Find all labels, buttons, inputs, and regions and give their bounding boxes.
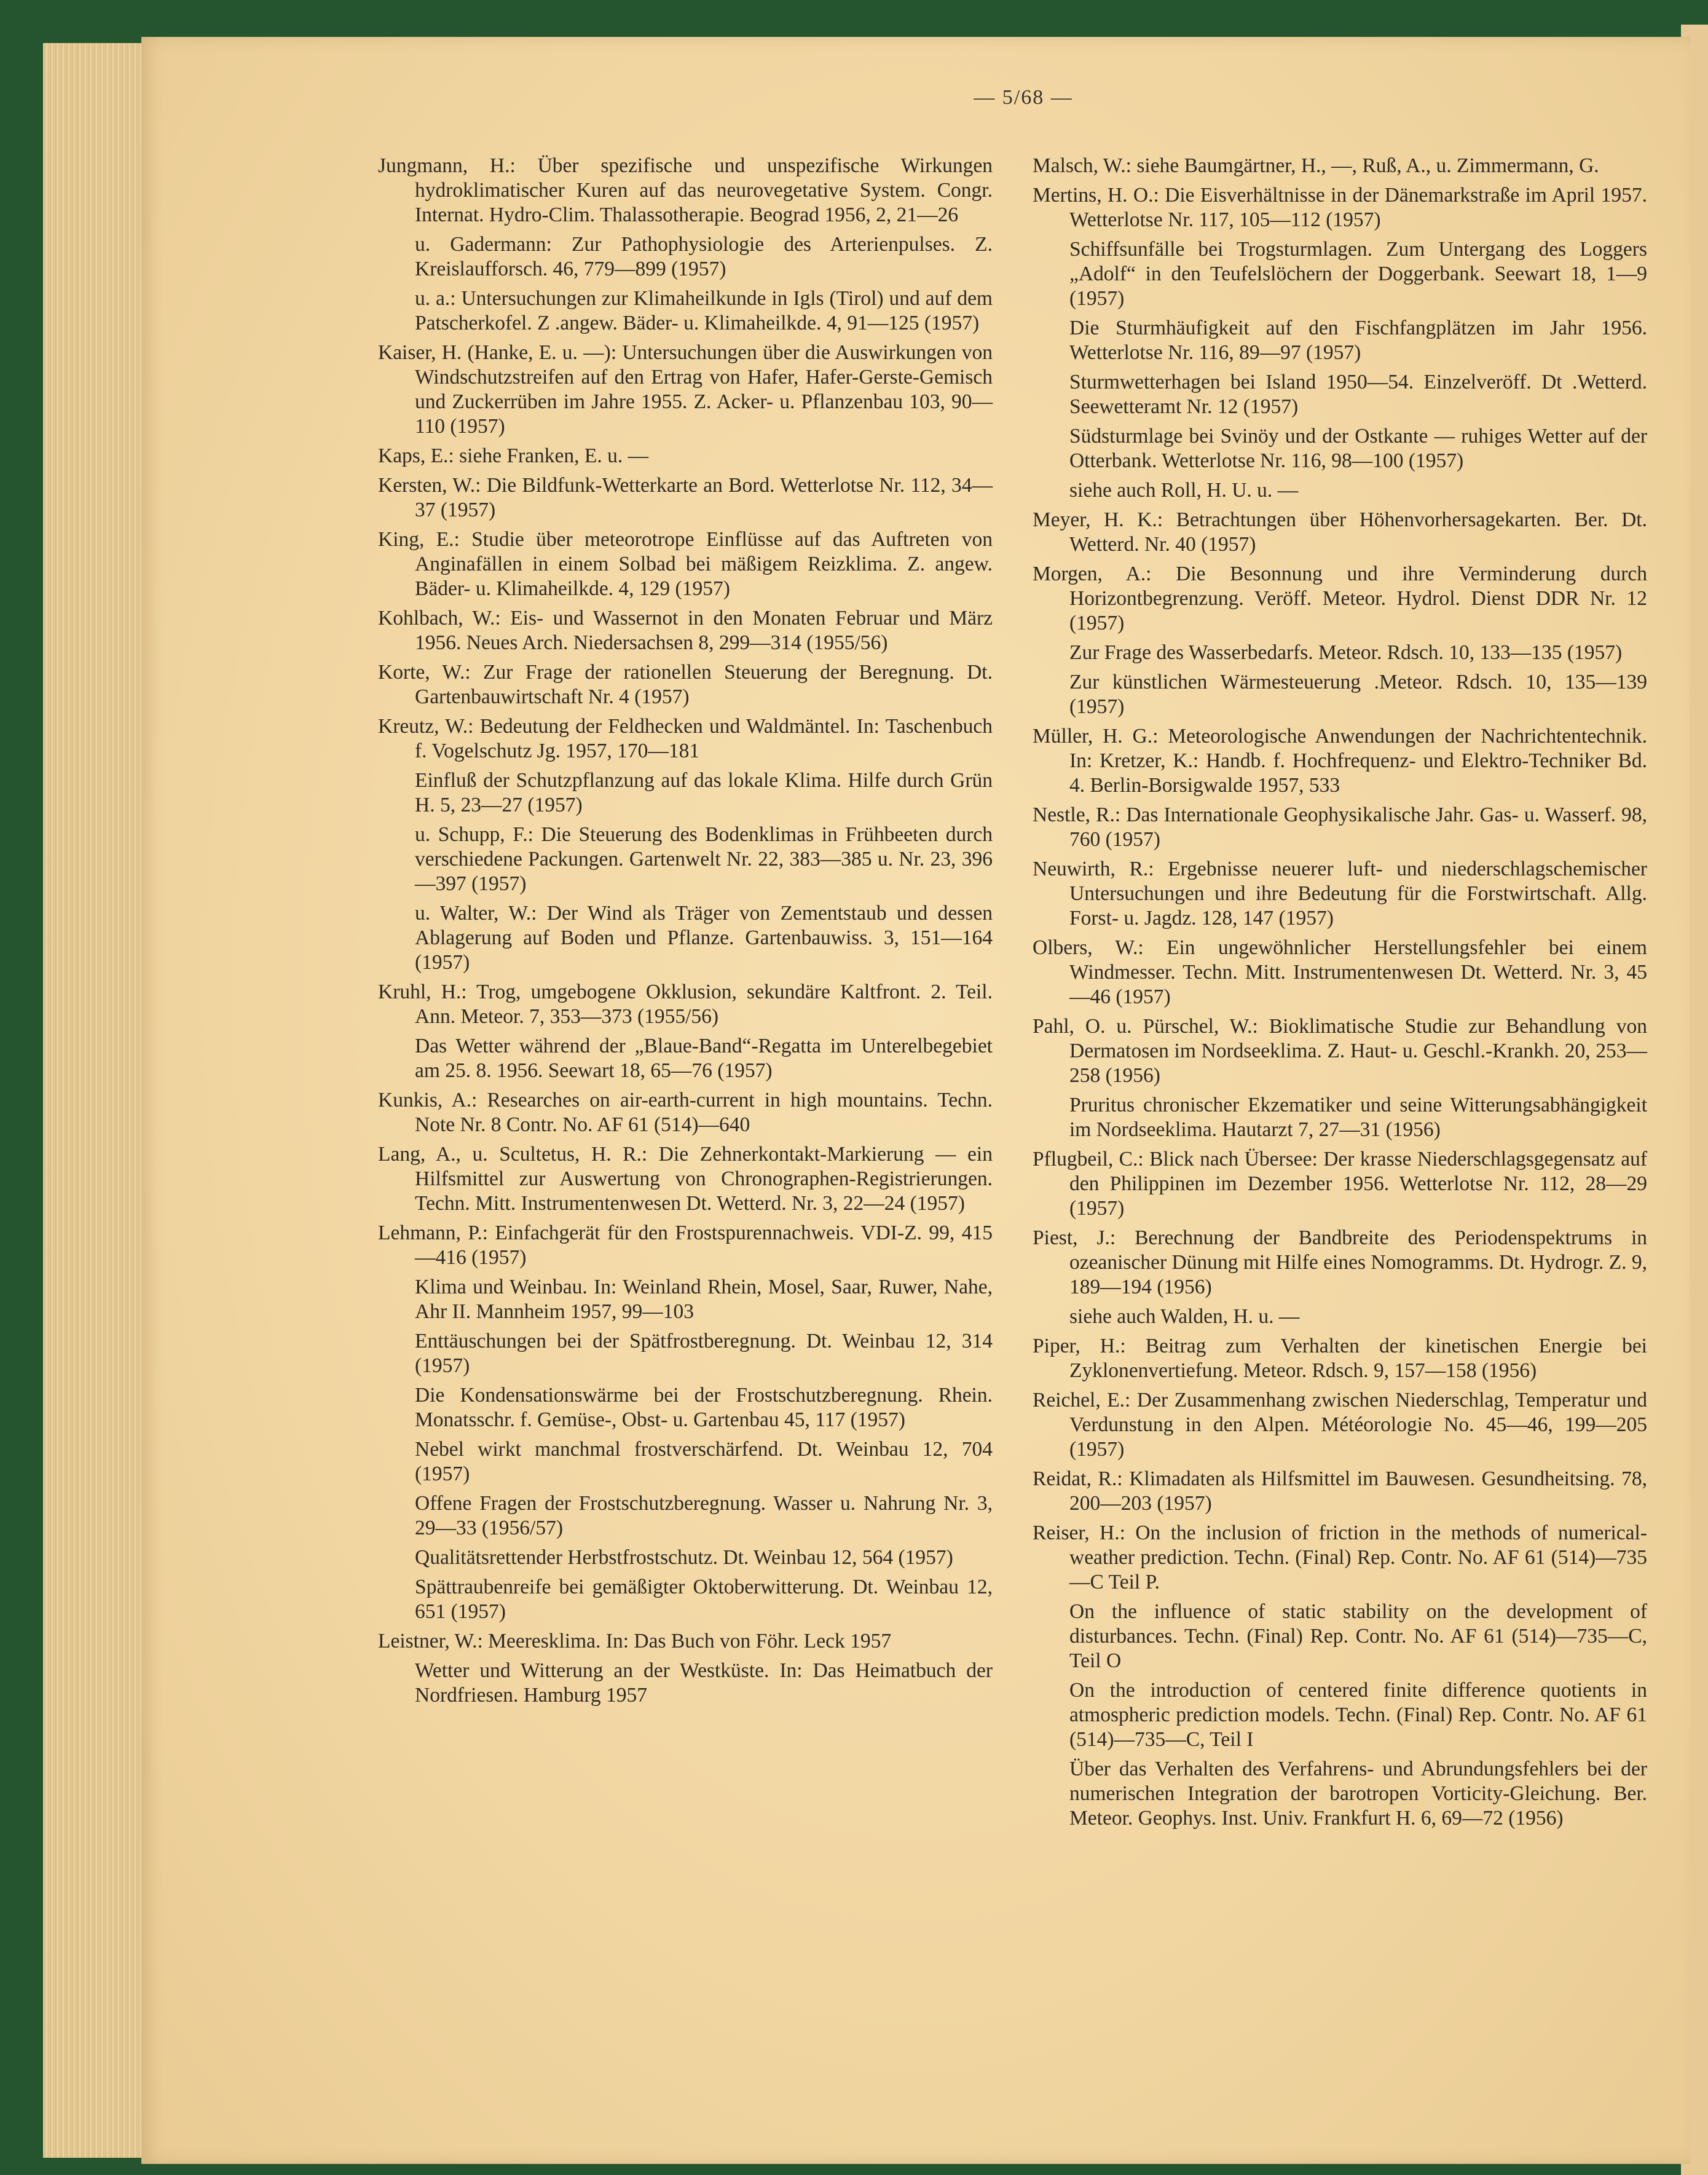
bibliography-entry: Kaps, E.: siehe Franken, E. u. —: [378, 444, 649, 467]
bibliography-entry: Reichel, E.: Der Zusammenhang zwischen Niederschlag, Temperatur und Verdunstung in den Alpen. Météorologie No. 45—46, 199—205 (1957): [1033, 1389, 1647, 1461]
bibliography-entry: Reidat, R.: Klimadaten als Hilfsmittel im Bauwesen. Gesundheitsing. 78, 200—203 (1957): [1033, 1467, 1647, 1515]
right-column: [1033, 154, 1647, 1836]
bibliography-entry: Neuwirth, R.: Ergebnisse neuerer luft- und niederschlagschemischer Untersuchungen und ihre Bedeutung für die Forstwirtschaft. Allg. Forst- u. Jagdz. 128, 147 (1957): [1033, 858, 1647, 930]
bibliography-subentry: Offene Fragen der Frostschutzberegnung. Wasser u. Nahrung Nr. 3, 29—33 (1956/57): [415, 1492, 993, 1539]
bibliography-subentry: Enttäuschungen bei der Spätfrostberegnung. Dt. Weinbau 12, 314 (1957): [415, 1330, 993, 1377]
bibliography-subentry: u. Gadermann: Zur Pathophysiologie des Arterienpulses. Z. Kreislaufforsch. 46, 779—899 (1957): [415, 233, 993, 280]
bibliography-subentry: Die Kondensationswärme bei der Frostschutzberegnung. Rhein. Monatsschr. f. Gemüse-, Obst- u. Gartenbau 45, 117 (1957): [415, 1384, 993, 1431]
bibliography-subentry: Die Sturmhäufigkeit auf den Fischfangplätzen im Jahr 1956. Wetterlotse Nr. 116, 89—97 (1957): [1069, 317, 1647, 364]
bibliography-subentry: Spättraubenreife bei gemäßigter Oktoberwitterung. Dt. Weinbau 12, 651 (1957): [415, 1576, 993, 1623]
bibliography-subentry: u. a.: Untersuchungen zur Klimaheilkunde in Igls (Tirol) und auf dem Patscherkofel. Z .angew. Bäder- u. Klimaheilkde. 4, 91—125 (1957): [415, 287, 993, 334]
bibliography-entry: Malsch, W.: siehe Baumgärtner, H., —, Ruß, A., u. Zimmermann, G.: [1033, 154, 1599, 177]
bibliography-subentry: Wetter und Witterung an der Westküste. In: Das Heimatbuch der Nordfriesen. Hamburg 1957: [415, 1659, 993, 1707]
bibliography-subentry: siehe auch Walden, H. u. —: [1069, 1305, 1300, 1328]
bibliography-entry: Korte, W.: Zur Frage der rationellen Steuerung der Beregnung. Dt. Gartenbauwirtschaft Nr. 4 (1957): [378, 661, 993, 708]
bibliography-entry: Piest, J.: Berechnung der Bandbreite des Periodenspektrums in ozeanischer Dünung mit Hilfe eines Nomogramms. Dt. Hydrogr. Z. 9, 189—194 (1956): [1033, 1226, 1647, 1298]
bibliography-entry: Müller, H. G.: Meteorologische Anwendungen der Nachrichtentechnik. In: Kretzer, K.: Handb. f. Hochfrequenz- und Elektro-Techniker Bd. 4. Berlin-Borsigwalde 1957, 533: [1033, 725, 1647, 797]
bibliography-entry: Kersten, W.: Die Bildfunk-Wetterkarte an Bord. Wetterlotse Nr. 112, 34—37 (1957): [378, 474, 993, 521]
bibliography-subentry: Zur künstlichen Wärmesteuerung .Meteor. Rdsch. 10, 135—139 (1957): [1069, 671, 1647, 718]
bibliography-entry: Leistner, W.: Meeresklima. In: Das Buch von Föhr. Leck 1957: [378, 1630, 892, 1652]
bibliography-entry: Meyer, H. K.: Betrachtungen über Höhenvorhersagekarten. Ber. Dt. Wetterd. Nr. 40 (1957): [1033, 508, 1647, 556]
bibliography-entry: Piper, H.: Beitrag zum Verhalten der kinetischen Energie bei Zyklonenvertiefung. Meteor. Rdsch. 9, 157—158 (1956): [1033, 1335, 1647, 1382]
bibliography-entry: Kunkis, A.: Researches on air-earth-current in high mountains. Techn. Note Nr. 8 Contr. No. AF 61 (514)—640: [378, 1089, 993, 1136]
bibliography-entry: Pahl, O. u. Pürschel, W.: Bioklimatische Studie zur Behandlung von Dermatosen im Nordseeklima. Z. Haut- u. Geschl.-Krankh. 20, 253—258 (1956): [1033, 1015, 1647, 1087]
bibliography-entry: Pflugbeil, C.: Blick nach Übersee: Der krasse Niederschlagsgegensatz auf den Philippinen im Dezember 1956. Wetterlotse Nr. 112, 28—29 (1957): [1033, 1148, 1647, 1220]
bibliography-subentry: u. Schupp, F.: Die Steuerung des Bodenklimas in Frühbeeten durch verschiedene Packungen. Gartenwelt Nr. 22, 383—385 u. Nr. 23, 396—397 (1957): [415, 823, 993, 895]
bibliography-entry: Kohlbach, W.: Eis- und Wassernot in den Monaten Februar und März 1956. Neues Arch. Niedersachsen 8, 299—314 (1955/56): [378, 607, 993, 654]
bibliography-subentry: On the introduction of centered finite difference quotients in atmospheric prediction models. Techn. (Final) Rep. Contr. No. AF 61 (514)—735—C, Teil I: [1069, 1679, 1647, 1751]
bibliography-entry: Kruhl, H.: Trog, umgebogene Okklusion, sekundäre Kaltfront. 2. Teil. Ann. Meteor. 7, 353—373 (1955/56): [378, 981, 993, 1028]
bibliography-subentry: Südsturmlage bei Svinöy und der Ostkante — ruhiges Wetter auf der Otterbank. Wetterlotse Nr. 116, 98—100 (1957): [1069, 425, 1647, 472]
bibliography-entry: King, E.: Studie über meteorotrope Einflüsse auf das Auftreten von Anginafällen in einem Solbad bei mäßigem Reizklima. Z. angew. Bäder- u. Klimaheilkde. 4, 129 (1957): [378, 528, 993, 600]
bibliography-subentry: Nebel wirkt manchmal frostverschärfend. Dt. Weinbau 12, 704 (1957): [415, 1438, 993, 1485]
bibliography-entry: Mertins, H. O.: Die Eisverhältnisse in der Dänemarkstraße im April 1957. Wetterlotse Nr. 117, 105—112 (1957): [1033, 184, 1647, 231]
bibliography-entry: Morgen, A.: Die Besonnung und ihre Verminderung durch Horizontbegrenzung. Veröff. Meteor. Hydrol. Dienst DDR Nr. 12 (1957): [1033, 562, 1647, 634]
bibliography-subentry: Sturmwetterhagen bei Island 1950—54. Einzelveröff. Dt .Wetterd. Seewetteramt Nr. 12 (1957): [1069, 371, 1647, 418]
bibliography-subentry: Qualitätsrettender Herbstfrostschutz. Dt. Weinbau 12, 564 (1957): [415, 1546, 953, 1569]
bibliography-subentry: Das Wetter während der „Blaue-Band“-Regatta im Unterelbegebiet am 25. 8. 1956. Seewart 18, 65—76 (1957): [415, 1035, 993, 1082]
left-column: [378, 154, 993, 1713]
bibliography-subentry: Pruritus chronischer Ekzematiker und seine Witterungsabhängigkeit im Nordseeklima. Hautarzt 7, 27—31 (1956): [1069, 1094, 1647, 1141]
bibliography-entry: Kaiser, H. (Hanke, E. u. —): Untersuchungen über die Auswirkungen von Windschutzstreifen auf den Ertrag von Hafer, Hafer-Gerste-Gemisch und Zuckerrüben im Jahre 1955. Z. Acker- u. Pflanzenbau 103, 90—110 (1957): [378, 341, 993, 438]
bibliography-subentry: Über das Verhalten des Verfahrens- und Abrundungsfehlers bei der numerischen Integration der barotropen Vorticity-Gleichung. Ber. Meteor. Geophys. Inst. Univ. Frankfurt H. 6, 69—72 (1956): [1069, 1758, 1647, 1830]
bibliography-entry: Kreutz, W.: Bedeutung der Feldhecken und Waldmäntel. In: Taschenbuch f. Vogelschutz Jg. 1957, 170—181: [378, 715, 993, 762]
bibliography-entry: Reiser, H.: On the inclusion of friction in the methods of numerical-weather prediction. Techn. (Final) Rep. Contr. No. AF 61 (514)—735—C Teil P.: [1033, 1522, 1647, 1593]
bibliography-entry: Nestle, R.: Das Internationale Geophysikalische Jahr. Gas- u. Wasserf. 98, 760 (1957): [1033, 803, 1647, 851]
bibliography-entry: Lang, A., u. Scultetus, H. R.: Die Zehnerkontakt-Markierung — ein Hilfsmittel zur Auswertung von Chronographen-Registrierungen. Techn. Mitt. Instrumentenwesen Dt. Wetterd. Nr. 3, 22—24 (1957): [378, 1143, 993, 1215]
page-stack-edge: [43, 43, 148, 2158]
bibliography-entry: Jungmann, H.: Über spezifische und unspezifische Wirkungen hydroklimatischer Kuren auf das neurovegetative System. Congr. Internat. Hydro-Clim. Thalassotherapie. Beograd 1956, 2, 21—26: [378, 154, 993, 226]
bibliography-subentry: On the influence of static stability on the development of disturbances. Techn. (Final) Rep. Contr. No. AF 61 (514)—735—C, Teil O: [1069, 1600, 1647, 1672]
bibliography-entry: Olbers, W.: Ein ungewöhnlicher Herstellungsfehler bei einem Windmesser. Techn. Mitt. Instrumentenwesen Dt. Wetterd. Nr. 3, 45—46 (1957): [1033, 936, 1647, 1008]
bibliography-entry: Lehmann, P.: Einfachgerät für den Frostspurennachweis. VDI-Z. 99, 415—416 (1957): [378, 1222, 993, 1269]
bibliography-subentry: u. Walter, W.: Der Wind als Träger von Zementstaub und dessen Ablagerung auf Boden und Pflanze. Gartenbauwiss. 3, 151—164 (1957): [415, 902, 993, 974]
bibliography-subentry: Schiffsunfälle bei Trogsturmlagen. Zum Untergang des Loggers „Adolf“ in den Teufelslöchern der Doggerbank. Seewart 18, 1—9 (1957): [1069, 238, 1647, 310]
page-number: — 5/68 —: [974, 86, 1073, 109]
bibliography-subentry: siehe auch Roll, H. U. u. —: [1069, 479, 1299, 502]
bibliography-subentry: Zur Frage des Wasserbedarfs. Meteor. Rdsch. 10, 133—135 (1957): [1069, 641, 1623, 664]
bibliography-subentry: Klima und Weinbau. In: Weinland Rhein, Mosel, Saar, Ruwer, Nahe, Ahr II. Mannheim 1957, 99—103: [415, 1276, 993, 1323]
bibliography-subentry: Einfluß der Schutzpflanzung auf das lokale Klima. Hilfe durch Grün H. 5, 23—27 (1957): [415, 769, 993, 816]
